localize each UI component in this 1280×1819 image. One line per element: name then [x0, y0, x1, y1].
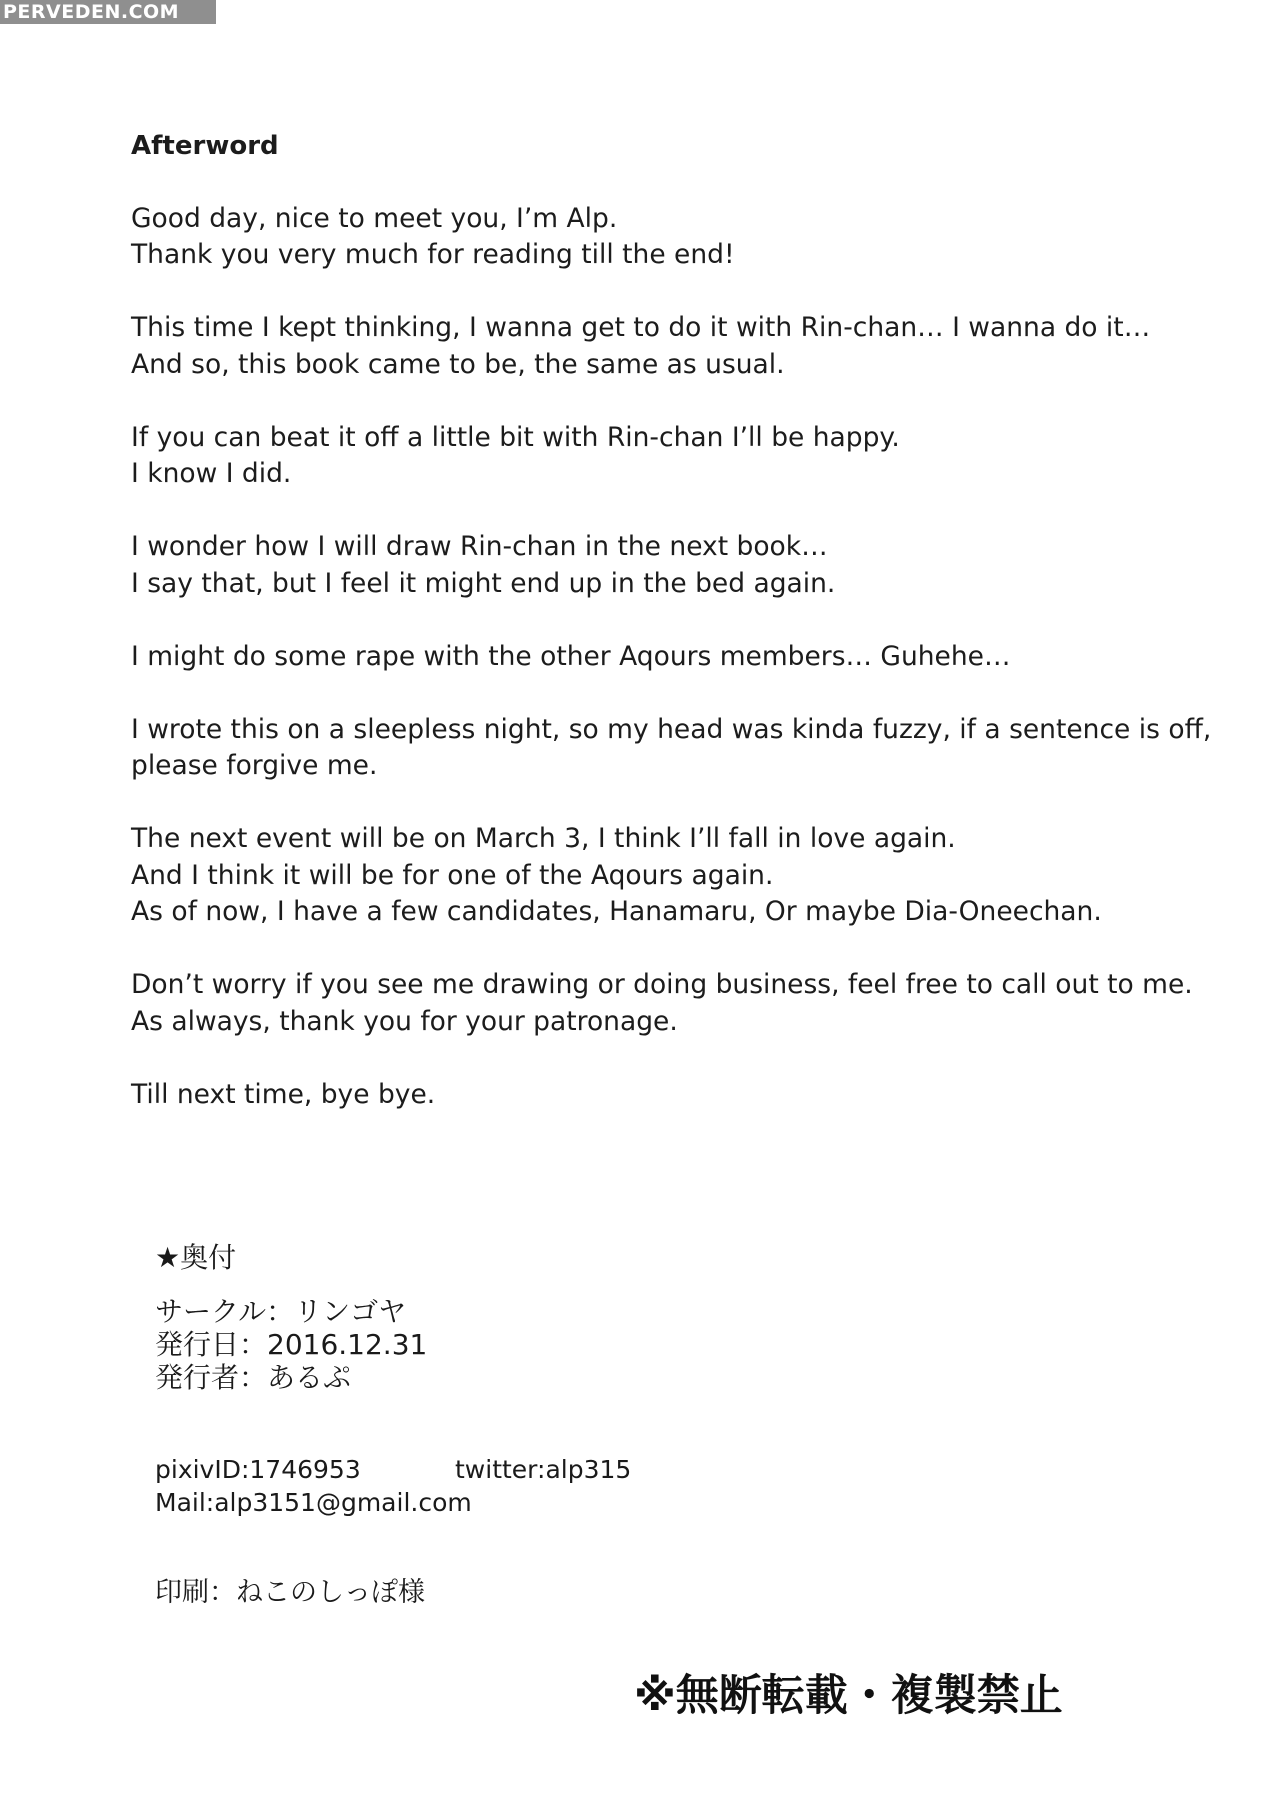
text-line: I say that, but I feel it might end up in the bed again. [131, 567, 836, 599]
paragraph-patronage [131, 967, 1211, 1040]
text-line: I wrote this on a sleepless night, so my head was kinda fuzzy, if a sentence is off, [131, 713, 1212, 745]
colophon-title: ★奥付 [155, 1241, 237, 1274]
afterword-heading: Afterword [131, 131, 279, 161]
text-line: I know I did. [131, 458, 292, 489]
paragraph-next-book [131, 529, 1211, 602]
paragraph-greeting [131, 201, 1211, 274]
pixiv-id: pixivID:1746953 [155, 1455, 361, 1484]
publication-date: 発行日：2016.12.31 [155, 1328, 428, 1361]
text-line: Till next time, bye bye. [131, 1078, 436, 1110]
text-line: I wonder how I will draw Rin-chan in the next book… [131, 531, 828, 562]
paragraph-farewell [131, 1077, 1211, 1114]
text-line: As always, thank you for your patronage. [131, 1005, 678, 1037]
text-line: As of now, I have a few candidates, Hanamaru, Or maybe Dia-Oneechan. [131, 896, 1102, 927]
paragraph-sleepless [131, 712, 1211, 785]
site-watermark: PERVEDEN.COM [0, 0, 216, 24]
text-line: And so, this book came to be, the same as usual. [131, 348, 785, 380]
mail-address: Mail:alp3151@gmail.com [155, 1488, 472, 1517]
twitter-handle: twitter:alp315 [455, 1455, 632, 1484]
text-line: I might do some rape with the other Aqours members… Guhehe… [131, 640, 1011, 672]
text-line: Good day, nice to meet you, I’m Alp. [131, 202, 618, 234]
text-line: The next event will be on March 3, I think I’ll fall in love again. [131, 823, 956, 854]
text-line: please forgive me. [131, 750, 378, 781]
reproduction-notice: ※無断転載・複製禁止 [634, 1671, 1063, 1721]
text-line: And I think it will be for one of the Aqours again. [131, 859, 774, 891]
text-line: This time I kept thinking, I wanna get to do it with Rin-chan… I wanna do it… [131, 312, 1151, 343]
text-line: Thank you very much for reading till the end! [131, 239, 735, 270]
paragraph-aqours [131, 639, 1211, 676]
text-line: Don’t worry if you see me drawing or doing business, feel free to call out to me. [131, 969, 1193, 1000]
text-line: If you can beat it off a little bit with Rin-chan I’ll be happy. [131, 421, 900, 453]
circle-name: サークル：リンゴヤ [155, 1295, 407, 1328]
paragraph-next-event [131, 821, 1211, 931]
paragraph-motivation [131, 310, 1211, 383]
colophon-credits [155, 1295, 427, 1394]
contact-info [155, 1453, 632, 1519]
afterword-section [131, 128, 1211, 1150]
publisher-name: 発行者：あるぷ [155, 1361, 352, 1394]
printer-credit: 印刷：ねこのしっぽ様 [155, 1577, 425, 1608]
paragraph-hope [131, 420, 1211, 493]
